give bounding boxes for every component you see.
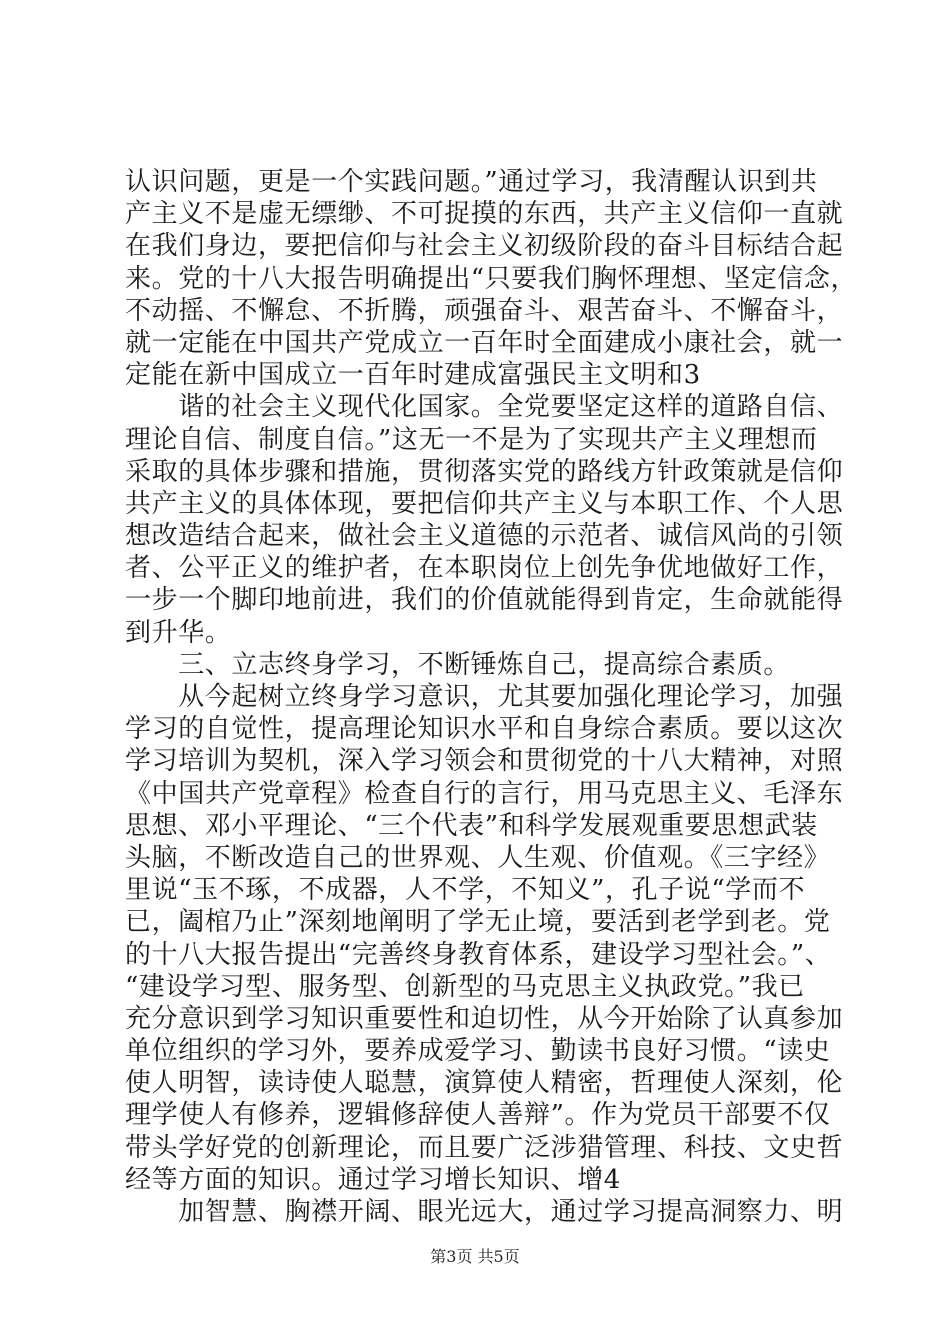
text-line: 三、立志终身学习，不断锤炼自己，提高综合素质。 (125, 649, 791, 680)
text-line: 产主义不是虚无缥缈、不可捉摸的东西，共产主义信仰一直就 (125, 199, 844, 230)
body-text (125, 166, 858, 1228)
text-line: 使人明智，读诗使人聪慧，演算使人精密，哲理使人深刻，伦 (125, 1068, 844, 1099)
text-line: 来。党的十八大报告明确提出“只要我们胸怀理想、坚定信念， (125, 263, 858, 294)
text-line: 加智慧、胸襟开阔、眼光远大，通过学习提高洞察力、明 (125, 1197, 844, 1227)
text-line: 在我们身边，要把信仰与社会主义初级阶段的奋斗目标结合起 (125, 231, 844, 262)
text-line: 里说“玉不琢，不成器，人不学，不知义”，孔子说“学而不 (125, 875, 806, 906)
text-line: 充分意识到学习知识重要性和迫切性，从今开始除了认真参加 (125, 1003, 844, 1034)
text-line: 的十八大报告提出“完善终身教育体系，建设学习型社会。”、 (125, 939, 832, 970)
text-line: 一步一个脚印地前进，我们的价值就能得到肯定，生命就能得 (125, 585, 844, 616)
text-line: 理论自信、制度自信。”这无一不是为了实现共产主义理想而 (125, 424, 818, 455)
text-line: 单位组织的学习外，要养成爱学习、勤读书良好习惯。“读史 (125, 1036, 831, 1067)
text-line: 者、公平正义的维护者，在本职岗位上创先争优地做好工作， (125, 553, 844, 584)
text-line: 《中国共产党章程》检查自行的言行，用马克思主义、毛泽东 (125, 778, 844, 809)
text-line: 共产主义的具体体现，要把信仰共产主义与本职工作、个人思 (125, 488, 844, 519)
text-line: 头脑，不断改造自己的世界观、人生观、价值观。《三字经》 (125, 842, 831, 873)
text-line: 带头学好党的创新理论，而且要广泛涉猎管理、科技、文史哲 (125, 1132, 844, 1163)
text-line: 学习的自觉性，提高理论知识水平和自身综合素质。要以这次 (125, 714, 844, 745)
text-line: 不动摇、不懈怠、不折腾，顽强奋斗、艰苦奋斗、不懈奋斗， (125, 295, 844, 326)
text-line: 已，阖棺乃止”深刻地阐明了学无止境，要活到老学到老。党 (125, 907, 831, 938)
text-line: 认识问题，更是一个实践问题。”通过学习，我清醒认识到共 (125, 167, 818, 197)
text-line: 谐的社会主义现代化国家。全党要坚定这样的道路自信、 (125, 392, 844, 423)
text-line: 想改造结合起来，做社会主义道德的示范者、诚信风尚的引领 (125, 521, 844, 552)
text-line: 理学使人有修养，逻辑修辞使人善辩”。作为党员干部要不仅 (125, 1100, 831, 1131)
text-line: 定能在新中国成立一百年时建成富强民主文明和3 (125, 360, 701, 391)
page-footer: 第3页 共5页 (430, 1247, 520, 1266)
text-line: “建设学习型、服务型、创新型的马克思主义执政党。”我已 (125, 971, 805, 1002)
text-line: 采取的具体步骤和措施，贯彻落实党的路线方针政策就是信仰 (125, 456, 844, 487)
text-line: 学习培训为契机，深入学习领会和贯彻党的十八大精神，对照 (125, 746, 844, 777)
text-line: 经等方面的知识。通过学习增长知识、增4 (125, 1164, 621, 1195)
text-line: 思想、邓小平理论、“三个代表”和科学发展观重要思想武装 (125, 810, 818, 841)
text-line: 就一定能在中国共产党成立一百年时全面建成小康社会，就一 (125, 327, 844, 358)
text-line: 从今起树立终身学习意识，尤其要加强化理论学习，加强 (125, 682, 844, 712)
text-line: 到升华。 (125, 617, 232, 648)
